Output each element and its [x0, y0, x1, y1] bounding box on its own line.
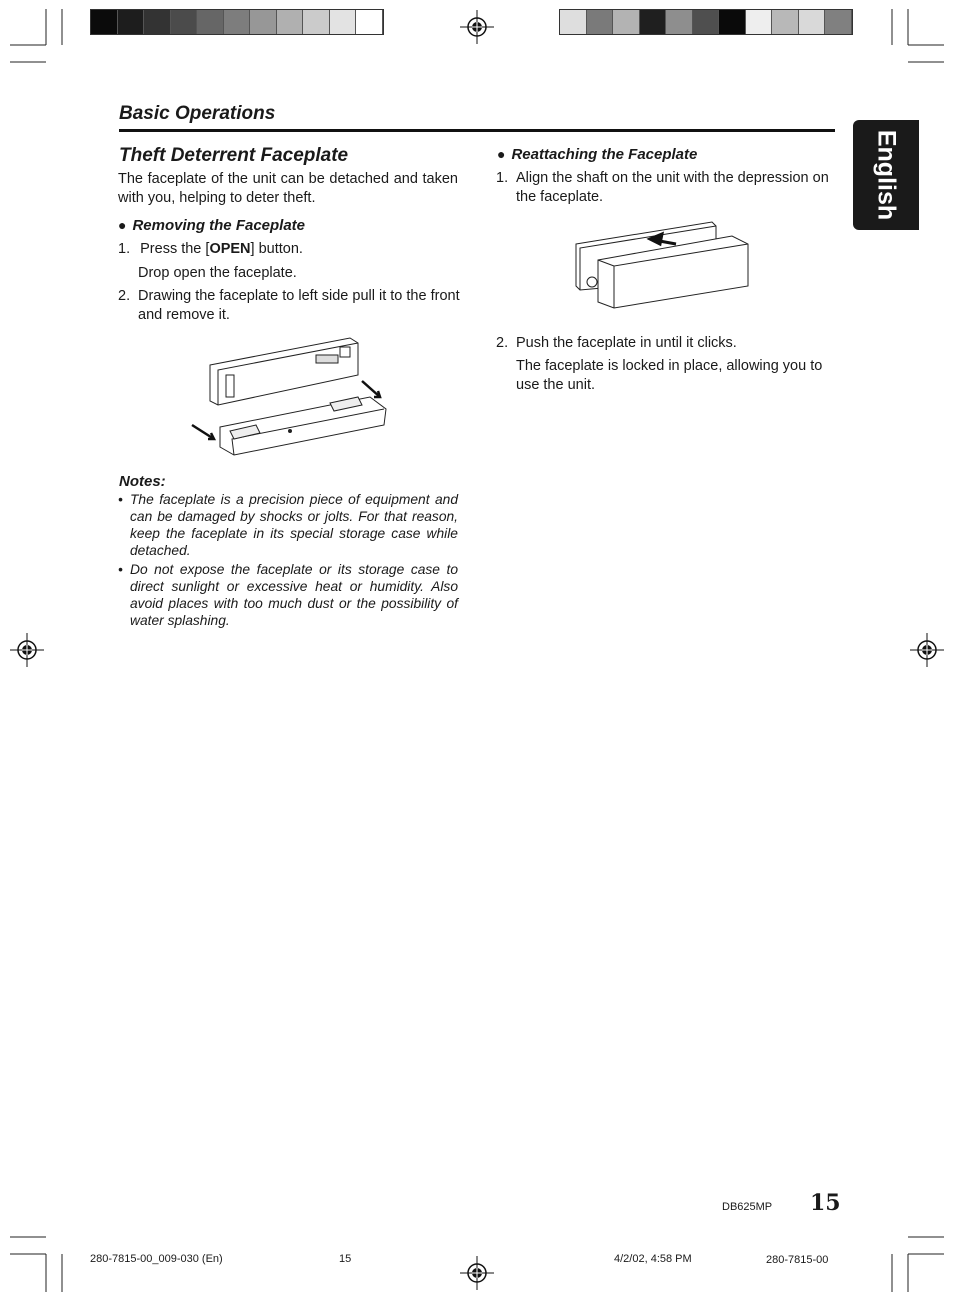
intro-paragraph: The faceplate of the unit can be detached and taken with you, helping to deter theft.	[118, 171, 458, 206]
calibration-swatch	[666, 10, 693, 34]
model-number: DB625MP	[722, 1201, 773, 1213]
footer-print-date: 4/2/02, 4:58 PM	[614, 1253, 692, 1265]
step-number: 1.	[496, 170, 509, 186]
footer-file-name: 280-7815-00_009-030 (En)	[90, 1253, 223, 1265]
language-tab-label: English	[872, 129, 901, 221]
calibration-swatch	[250, 10, 277, 34]
calibration-swatch	[277, 10, 304, 34]
page-number: 15	[810, 1190, 841, 1216]
step-number: 2.	[496, 335, 509, 351]
removing-step-1-sub: Drop open the faceplate.	[138, 265, 297, 281]
notes-title: Notes:	[119, 473, 166, 490]
step-number: 2.	[118, 288, 131, 304]
calibration-swatch	[613, 10, 640, 34]
calibration-swatch	[224, 10, 251, 34]
section-rule	[119, 129, 835, 132]
color-calibration-bar	[559, 9, 853, 35]
reattaching-step-2-sub: The faceplate is locked in place, allowing you to use the unit.	[516, 358, 823, 393]
calibration-swatch	[91, 10, 118, 34]
calibration-swatch	[303, 10, 330, 34]
calibration-swatch	[825, 10, 852, 34]
calibration-swatch	[560, 10, 587, 34]
footer-part-number: 280-7815-00	[766, 1254, 829, 1266]
faceplate-removal-illustration	[190, 335, 390, 463]
step-1-post: ] button.	[250, 241, 303, 257]
registration-mark-right-icon	[910, 633, 944, 667]
removing-step-1	[118, 240, 303, 259]
reattaching-step-1: Align the shaft on the unit with the depression on the faceplate.	[516, 170, 829, 205]
calibration-swatch	[356, 10, 383, 34]
faceplate-reattach-illustration	[572, 220, 752, 312]
bullet-icon: ●	[118, 217, 127, 233]
reattaching-step-2: Push the faceplate in until it clicks.	[516, 335, 737, 351]
gray-calibration-bar	[90, 9, 384, 35]
calibration-swatch	[118, 10, 145, 34]
reattaching-heading	[497, 146, 697, 164]
step-number: 1.	[118, 241, 131, 257]
removing-heading	[118, 217, 305, 235]
page-title: Theft Deterrent Faceplate	[119, 145, 349, 166]
note-bullet: •	[118, 562, 123, 577]
calibration-swatch	[587, 10, 614, 34]
registration-mark-left-icon	[10, 633, 44, 667]
calibration-swatch	[693, 10, 720, 34]
note-item: The faceplate is a precision piece of equipment and can be damaged by shocks or jolts. For that reason, keep the faceplate in its special storage case while detached.	[130, 492, 458, 558]
reattaching-heading-text: Reattaching the Faceplate	[511, 146, 698, 163]
removing-step-2: Drawing the faceplate to left side pull it to the front and remove it.	[138, 288, 460, 323]
calibration-swatch	[330, 10, 357, 34]
calibration-swatch	[719, 10, 746, 34]
removing-heading-text: Removing the Faceplate	[132, 217, 306, 234]
calibration-swatch	[799, 10, 826, 34]
registration-mark-top-icon	[460, 10, 494, 44]
note-item: Do not expose the faceplate or its storage case to direct sunlight or excessive heat or humidity. Also avoid places with too much dust or the possibility of water splashing.	[130, 562, 458, 628]
calibration-swatch	[171, 10, 198, 34]
footer-print-page: 15	[339, 1253, 352, 1265]
bullet-icon: ●	[497, 146, 506, 162]
language-tab	[853, 120, 919, 230]
section-title: Basic Operations	[119, 103, 276, 124]
calibration-swatch	[144, 10, 171, 34]
calibration-swatch	[197, 10, 224, 34]
calibration-swatch	[772, 10, 799, 34]
open-button-label: OPEN	[209, 241, 251, 257]
note-bullet: •	[118, 492, 123, 507]
calibration-swatch	[640, 10, 667, 34]
calibration-swatch	[746, 10, 773, 34]
registration-mark-bottom-icon	[460, 1256, 494, 1290]
step-1-pre: Press the [	[140, 241, 210, 257]
